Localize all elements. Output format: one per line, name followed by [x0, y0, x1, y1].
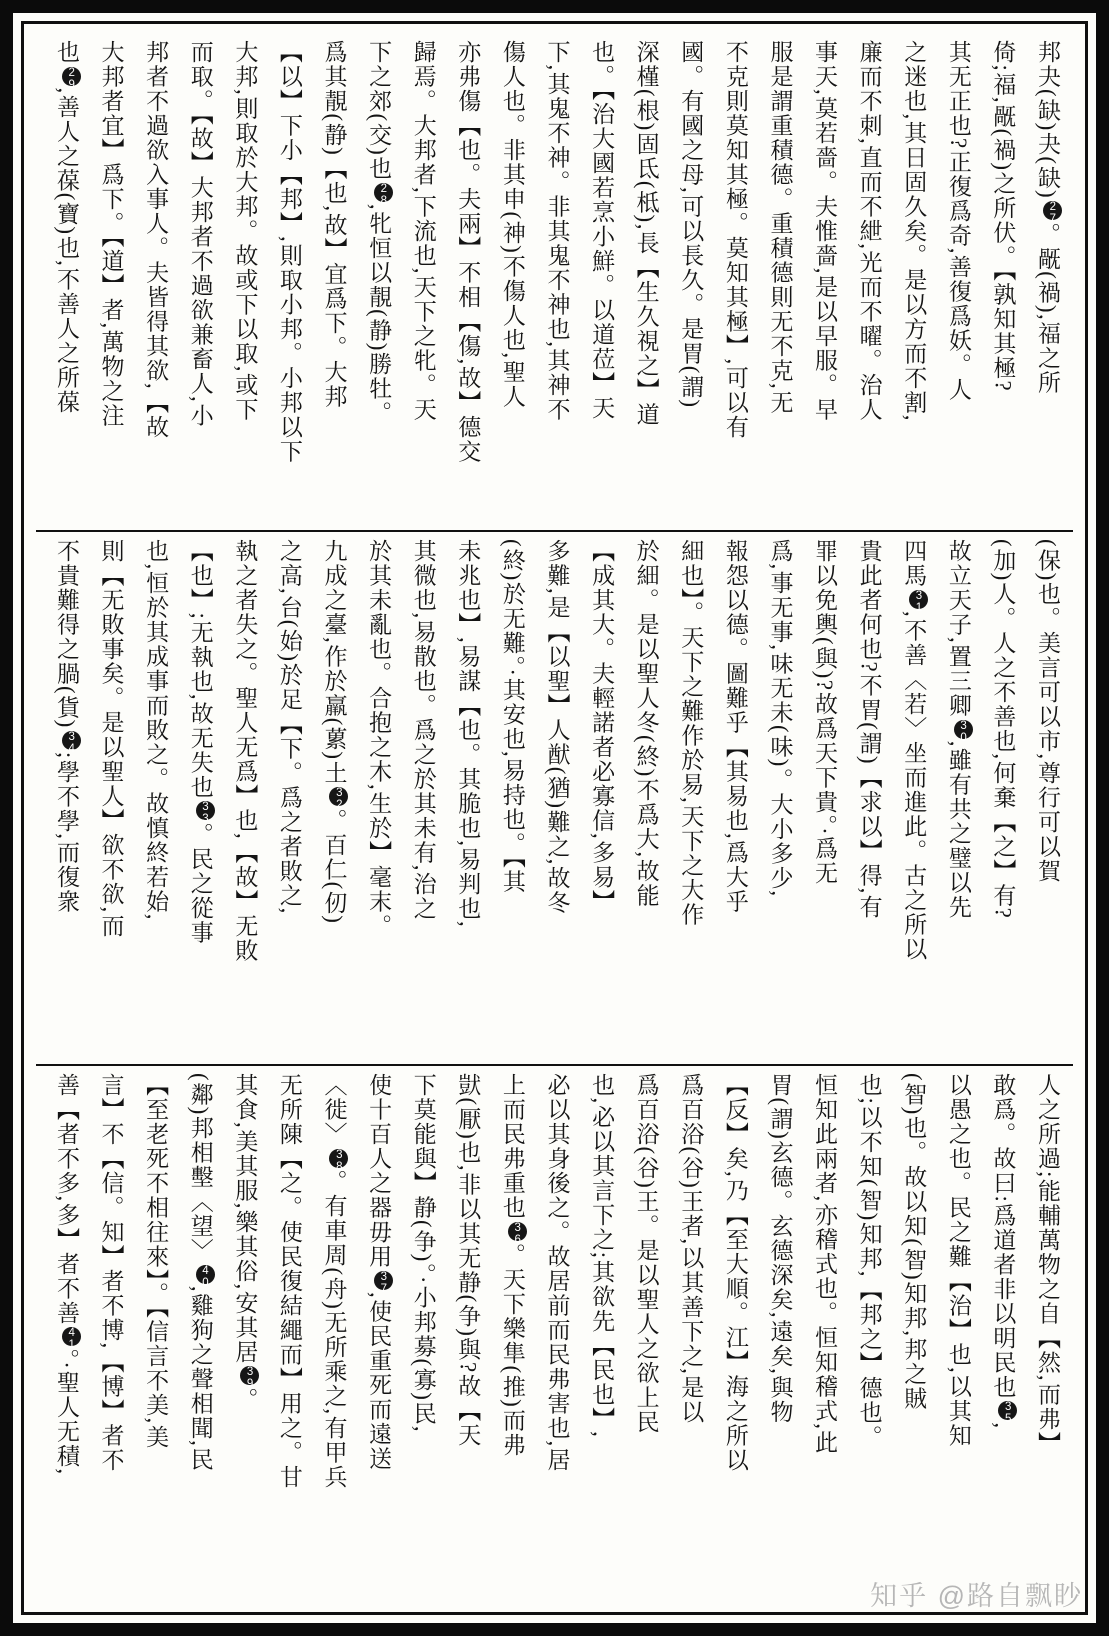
text-column: 人之所過;能輔萬物之自【然,而弗】: [1035, 1073, 1060, 1456]
annotation-number: 37: [374, 1271, 393, 1290]
annotation-number: 33: [196, 801, 215, 820]
annotation-number: 32: [329, 787, 348, 806]
text-column: 邦夬(缺)夬(缺)27。旤(禍),福之所: [1035, 40, 1060, 395]
text-column: 胃(謂)玄德。玄德深矣,遠矣,與物: [767, 1073, 793, 1425]
annotation-number: 35: [998, 1401, 1017, 1420]
text-column: 也;以不知(智)知邦,【邦之】德也。: [856, 1073, 882, 1450]
text-band-middle: [34, 532, 1075, 1064]
text-column: 大邦,則取於大邦。故或下以取,或下: [232, 40, 258, 422]
text-column: 恒知此兩者,亦稽式也。恒知稽式,此: [812, 1073, 838, 1455]
page-content: [34, 33, 1075, 1603]
text-column: 九成之臺,作於羸(蔂)土32。百仁(仞): [321, 539, 347, 925]
annotation-number: 38: [329, 1149, 348, 1168]
text-column: 下莫能與】静(争)。·小邦募(寡)民,: [410, 1073, 436, 1434]
text-column: 故立天子,置三卿30,雖有共之璧以先: [945, 539, 971, 920]
text-column: 罪以免輿(與)?故爲天下貴。·爲无: [812, 539, 838, 886]
text-column: 【至老死不相往來】。【信言不美,美: [143, 1073, 169, 1450]
watermark: 知乎 @路自飘眇: [870, 1581, 1083, 1611]
annotation-number: 39: [240, 1366, 259, 1385]
text-column: (加)人。人之不善也,何棄【之】有?: [990, 539, 1016, 920]
text-column: 也。【治大國若烹小鮮。以道莅】天: [589, 40, 615, 421]
text-column: 其无正也?正復爲奇,善復爲妖。人: [945, 40, 971, 402]
text-column: 其微也,易散也。爲之於其未有,治之: [410, 539, 436, 921]
text-column: (保)也。美言可以市,尊行可以賀: [1035, 539, 1060, 884]
text-column: 國。有國之母,可以長久。是胃(謂): [678, 40, 704, 409]
annotation-number: 31: [909, 590, 928, 609]
text-column: 之高,台(始)於足【下。爲之者敗之,: [276, 539, 302, 915]
text-column: 服是謂重積德。重積德則无不克,无: [767, 40, 793, 415]
text-column: 下,其鬼不神。非其鬼不神也,其神不: [544, 40, 570, 422]
text-column: 之迷也,其日固久矣。是以方而不割,: [901, 40, 927, 422]
text-column: 爲其靚(静)【也,故】宜爲下。大邦: [321, 40, 347, 409]
annotation-number: 41: [62, 1327, 81, 1346]
text-column: 細也】。天下之難作於易,天下之大作: [678, 539, 704, 927]
text-column: 爲,事无事,味无未(味)。大小多少,: [767, 539, 793, 898]
text-column: 敢爲。故曰:爲道者非以明民也35,: [990, 1073, 1016, 1430]
text-column: 不克則莫知其極。莫知其極】,可以有: [722, 40, 748, 440]
text-column: 下之郊(交)也28,牝恒以靚(静)勝牡。: [366, 40, 392, 426]
text-column: 倚;福,旤(禍)之所伏。【孰知其極?: [990, 40, 1016, 393]
text-column: 无所陳【之。使民復結繩而】用之。甘: [276, 1073, 302, 1490]
text-column: 也,恒於其成事而敗之。故慎終若始,: [143, 539, 169, 921]
annotation-number: 28: [374, 183, 393, 202]
text-column: 於其未亂也。合抱之木,生於】毫末。: [366, 539, 392, 939]
text-column: 爲百浴(谷)王者,以其善下之,是以: [678, 1073, 704, 1425]
text-column: 〈徙〉38。有車周(舟)无所乘之,有甲兵: [321, 1073, 347, 1490]
text-column: (智)也。故以知(智)知邦,邦之賊: [901, 1073, 927, 1411]
text-column: 善【者不多,多】者不善41。·聖人无積,: [53, 1073, 79, 1476]
text-column: 也,必以其言下之;其欲先【民也】,: [589, 1073, 615, 1439]
text-column: 而取。【故】大邦者不過欲兼畜人,小: [187, 40, 213, 428]
text-column: 也29,善人之葆(寶)也,不善人之所葆: [53, 40, 79, 415]
annotation-number: 40: [196, 1265, 215, 1284]
text-column: 獃(厭)也,非以其无静(争)與?故【天: [455, 1073, 481, 1448]
text-band-top: [34, 33, 1075, 530]
text-column: 大邦者宜】爲下。【道】者,萬物之注: [98, 40, 124, 428]
text-column: 其食,美其服,樂其俗,安其居39。: [232, 1073, 258, 1412]
text-column: 【以】下小【邦】,則取小邦。小邦以下: [276, 40, 302, 464]
text-column: 於細。是以聖人冬(終)不爲大,故能: [633, 539, 659, 908]
text-column: 亦弗傷【也。夫兩】不相【傷,故】德交: [455, 40, 481, 464]
text-column: 執之者失之。聖人无爲】也,【故】无敗: [232, 539, 258, 963]
text-column: 邦者不過欲入事人。夫皆得其欲,【故: [143, 40, 169, 440]
text-column: 事天,莫若嗇。夫惟嗇,是以早服。早: [812, 40, 838, 422]
annotation-number: 27: [1043, 201, 1062, 220]
text-column: 貴此者何也?不胃(謂)【求以】得,有: [856, 539, 882, 920]
annotation-number: 30: [954, 720, 973, 739]
text-column: 【反】矣,乃【至大順。江】海之所以: [722, 1073, 748, 1473]
text-column: 不貴難得之腡(貨)34;學不學,而復衆: [53, 539, 79, 914]
text-column: 多難,是【以聖】人猷(猶)難之,故冬: [544, 539, 570, 915]
text-column: 深槿(根)固氐(柢),長【生久視之】道: [633, 40, 659, 427]
annotation-number: 36: [508, 1222, 527, 1241]
annotation-number: 34: [62, 731, 81, 750]
text-column: 必以其身後之。故居前而民弗害也,居: [544, 1073, 570, 1473]
text-column: 爲百浴(谷)王。是以聖人之欲上民: [633, 1073, 659, 1435]
text-column: (鄰)邦相墼〈望〉40,雞狗之聲相聞,民: [187, 1073, 213, 1472]
text-column: 則【无敗事矣。是以聖人】欲不欲,而: [98, 539, 124, 939]
text-column: 四馬31,不善〈若〉坐而進此。古之所以: [901, 539, 927, 962]
text-column: 歸焉。大邦者,下流也,天下之牝。天: [410, 40, 436, 422]
text-column: 傷人也。非其申(神)不傷人也,聖人: [499, 40, 525, 409]
text-column: 廉而不刺,直而不紲,光而不曜。治人: [856, 40, 882, 422]
text-column: 未兆也】,易謀【也。其脆也,易判也,: [455, 539, 481, 929]
text-column: 使十百人之器毋用37,使民重死而遠送: [366, 1073, 392, 1471]
text-column: 言】不【信。知】者不博,【博】者不: [98, 1073, 124, 1473]
text-column: 【也】;无執也,故无失也33。民之從事: [187, 539, 213, 945]
text-column: (終)於无難。·其安也,易持也。【其: [499, 539, 525, 894]
text-column: 上而民弗重也36。天下樂隼(推)而弗: [499, 1073, 525, 1458]
annotation-number: 29: [62, 67, 81, 86]
text-column: 以愚之也。民之難【治】也,以其知: [945, 1073, 971, 1448]
text-column: 【成其大。夫輕諾者必寡信,多易】: [589, 539, 615, 914]
text-band-bottom: [34, 1066, 1075, 1599]
text-column: 報怨以德。圖難乎【其易也,爲大乎: [722, 539, 748, 914]
